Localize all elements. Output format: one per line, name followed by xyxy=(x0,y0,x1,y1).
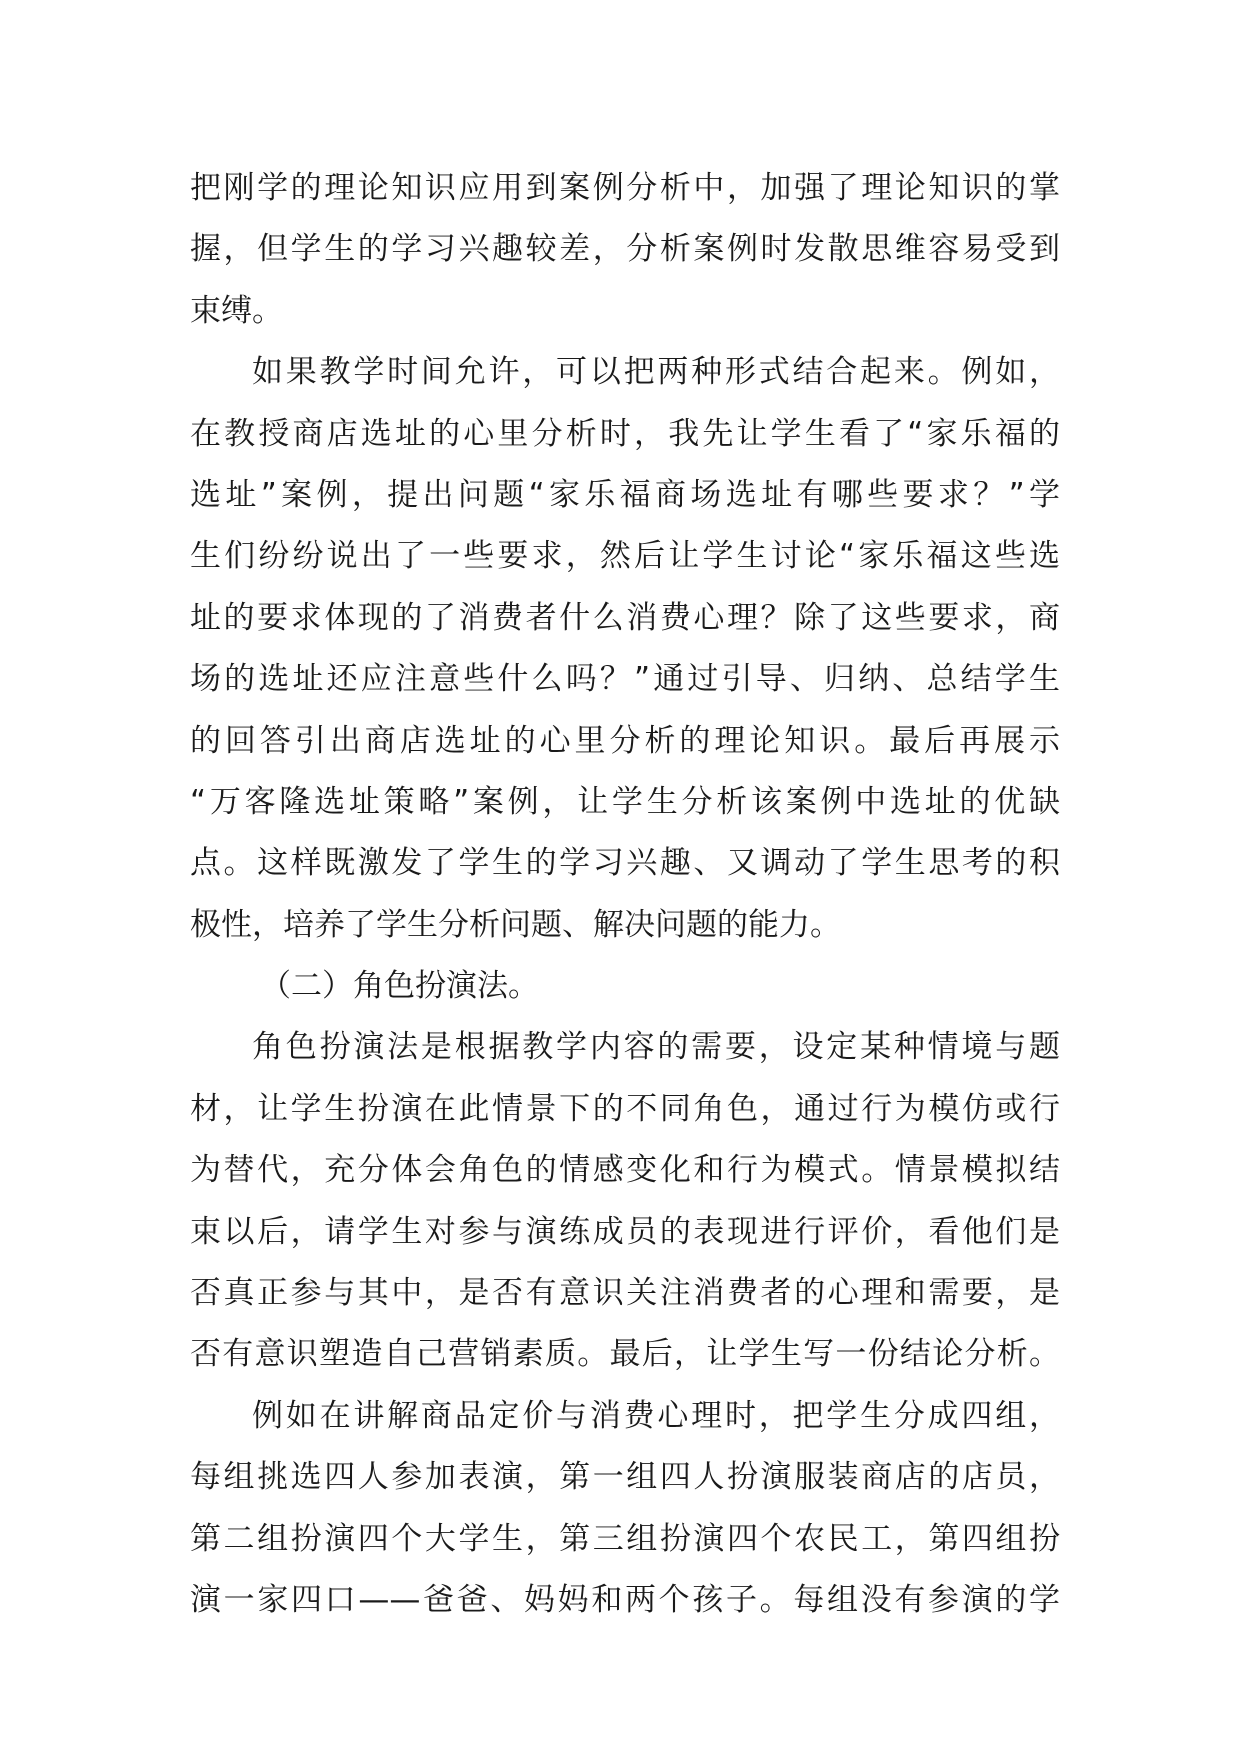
paragraph-line: 每组挑选四人参加表演，第一组四人扮演服装商店的店员， xyxy=(190,1459,1060,1496)
paragraph-line: 第二组扮演四个大学生，第三组扮演四个农民工，第四组扮 xyxy=(190,1520,1060,1557)
paragraph-line: 如果教学时间允许，可以把两种形式结合起来。例如， xyxy=(252,354,1060,391)
paragraph-line: 选址”案例，提出问题“家乐福商场选址有哪些要求？”学 xyxy=(190,476,1060,513)
paragraph-line: 的回答引出商店选址的心里分析的理论知识。最后再展示 xyxy=(190,722,1060,759)
paragraph-line: 束以后，请学生对参与演练成员的表现进行评价，看他们是 xyxy=(190,1213,1060,1250)
paragraph-line: 例如在讲解商品定价与消费心理时，把学生分成四组， xyxy=(252,1397,1060,1434)
paragraph-line: 生们纷纷说出了一些要求，然后让学生讨论“家乐福这些选 xyxy=(190,538,1060,575)
paragraph-line: 在教授商店选址的心里分析时，我先让学生看了“家乐福的 xyxy=(190,415,1060,452)
paragraph-line: 束缚。 xyxy=(190,292,283,329)
paragraph-line: 为替代，充分体会角色的情感变化和行为模式。情景模拟结 xyxy=(190,1152,1060,1189)
section-heading: （二）角色扮演法。 xyxy=(260,968,539,1005)
paragraph-line: 场的选址还应注意些什么吗？”通过引导、归纳、总结学生 xyxy=(190,661,1060,698)
paragraph-line: 把刚学的理论知识应用到案例分析中，加强了理论知识的掌 xyxy=(190,170,1060,206)
paragraph-line: 极性，培养了学生分析问题、解决问题的能力。 xyxy=(190,906,841,943)
paragraph-line: 否真正参与其中，是否有意识关注消费者的心理和需要，是 xyxy=(190,1275,1060,1312)
paragraph-line: 点。这样既激发了学生的学习兴趣、又调动了学生思考的积 xyxy=(190,845,1060,882)
paragraph-line: 演一家四口——爸爸、妈妈和两个孩子。每组没有参演的学 xyxy=(190,1581,1060,1618)
paragraph-line: 址的要求体现的了消费者什么消费心理？除了这些要求，商 xyxy=(190,599,1060,636)
paragraph-line: 握，但学生的学习兴趣较差，分析案例时发散思维容易受到 xyxy=(190,231,1060,268)
body-text xyxy=(190,158,1060,1631)
paragraph-line: 角色扮演法是根据教学内容的需要，设定某种情境与题 xyxy=(252,1029,1060,1066)
paragraph-line: 材，让学生扮演在此情景下的不同角色，通过行为模仿或行 xyxy=(190,1090,1060,1127)
paragraph-line: “万客隆选址策略”案例，让学生分析该案例中选址的优缺 xyxy=(190,783,1060,820)
paragraph-line: 否有意识塑造自己营销素质。最后，让学生写一份结论分析。 xyxy=(190,1336,1060,1373)
